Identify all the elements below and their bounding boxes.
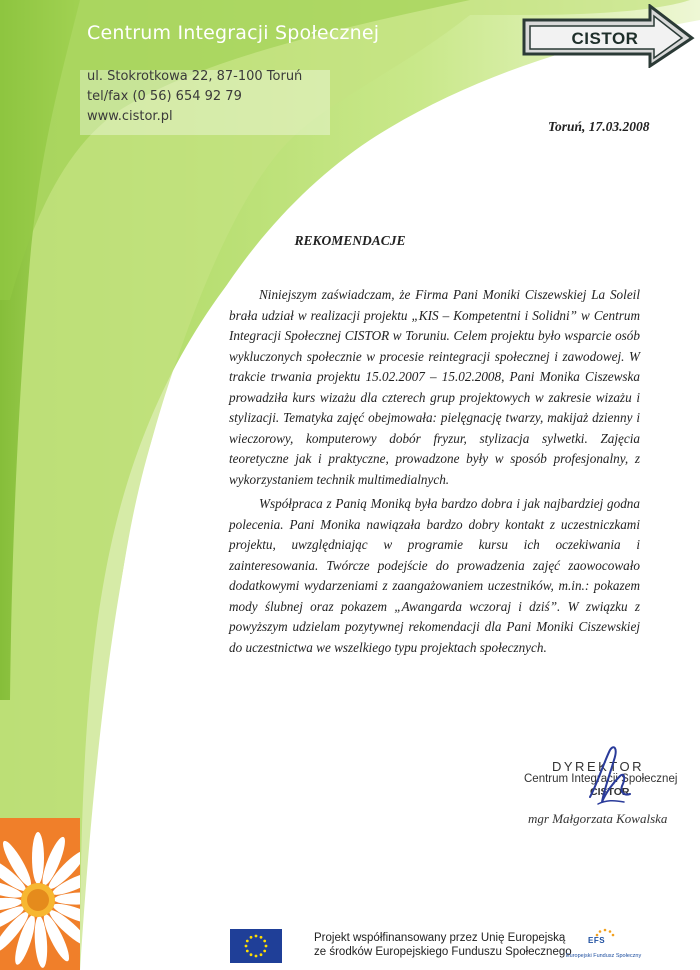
efs-logo-text: EFS xyxy=(588,936,606,945)
organization-address: ul. Stokrotkowa 22, 87-100 Toruń xyxy=(87,69,303,84)
signature-role: DYREKTOR xyxy=(552,759,644,774)
organization-phone: tel/fax (0 56) 654 92 79 xyxy=(87,89,242,104)
letter-title: REKOMENDACJE xyxy=(294,233,406,248)
letter-paragraph: Współpraca z Panią Moniką była bardzo dobra i jak najbardziej godna polecenia. Pani Monika nawiązała bardzo dobry kontakt z uczestniczkami projektu, uwzględniając w programie kursu ich oczekiwania i zainteresowania. Twórcze podejście do prowadzenia zajęć zaowocowało dodatkowymi wydarzeniami z zaangażowaniem uczestników, m.in.: pokazem mody ślubnej oraz pokazem „Awangarda wczoraj i dziś”. W związku z powyższym udzielam pozytywnej rekomendacji dla Pani Moniki Ciszewskiej do uczestnictwa we wszelkiego typu projektach społecznych. xyxy=(229,496,640,655)
organization-website[interactable]: www.cistor.pl xyxy=(87,109,173,124)
organization-name: Centrum Integracji Społecznej xyxy=(87,22,380,44)
handwritten-signature xyxy=(580,742,640,822)
letter-date: Toruń, 17.03.2008 xyxy=(548,119,650,134)
flower-decoration xyxy=(0,818,80,970)
letter-body xyxy=(229,285,640,658)
signature-cistor: CISTOR xyxy=(590,786,630,798)
eu-flag-icon xyxy=(230,929,282,963)
letter-paragraph: Niniejszym zaświadczam, że Firma Pani Moniki Ciszewskiej La Soleil brała udział w realizacji projektu „KIS – Kompetentni i Solidni” w Centrum Integracji Społecznej CISTOR w Toruniu. Celem projektu było wsparcie osób wykluczonych społecznie w procesie reintegracji społecznej i zawodowej. W trakcie trwania projektu 15.02.2007 – 15.02.2008, Pani Monika Ciszewska prowadziła kurs wizażu dla czterech grup projektowych w zakresie wizażu i stylizacji. Tematyka zajęć obejmowała: pielęgnację twarzy, makijaż dzienny i wieczorowy, komputerowy dobór fryzur, stylizacja sylwetki. Zajęcia teoretyczne jak i praktyczne, prowadzone były w sposób profesjonalny, z wykorzystaniem technik multimedialnych. xyxy=(229,287,640,487)
signature-organization: Centrum Integracji Społecznej xyxy=(524,773,678,785)
logo-text: CISTOR xyxy=(571,29,639,48)
signatory-name: mgr Małgorzata Kowalska xyxy=(528,811,668,826)
efs-caption: Europejski Fundusz Społeczny xyxy=(566,953,642,959)
footer-line-2: ze środków Europejskiego Funduszu Społecznego xyxy=(314,946,572,958)
footer-line-1: Projekt współfinansowany przez Unię Europejską xyxy=(314,932,566,944)
